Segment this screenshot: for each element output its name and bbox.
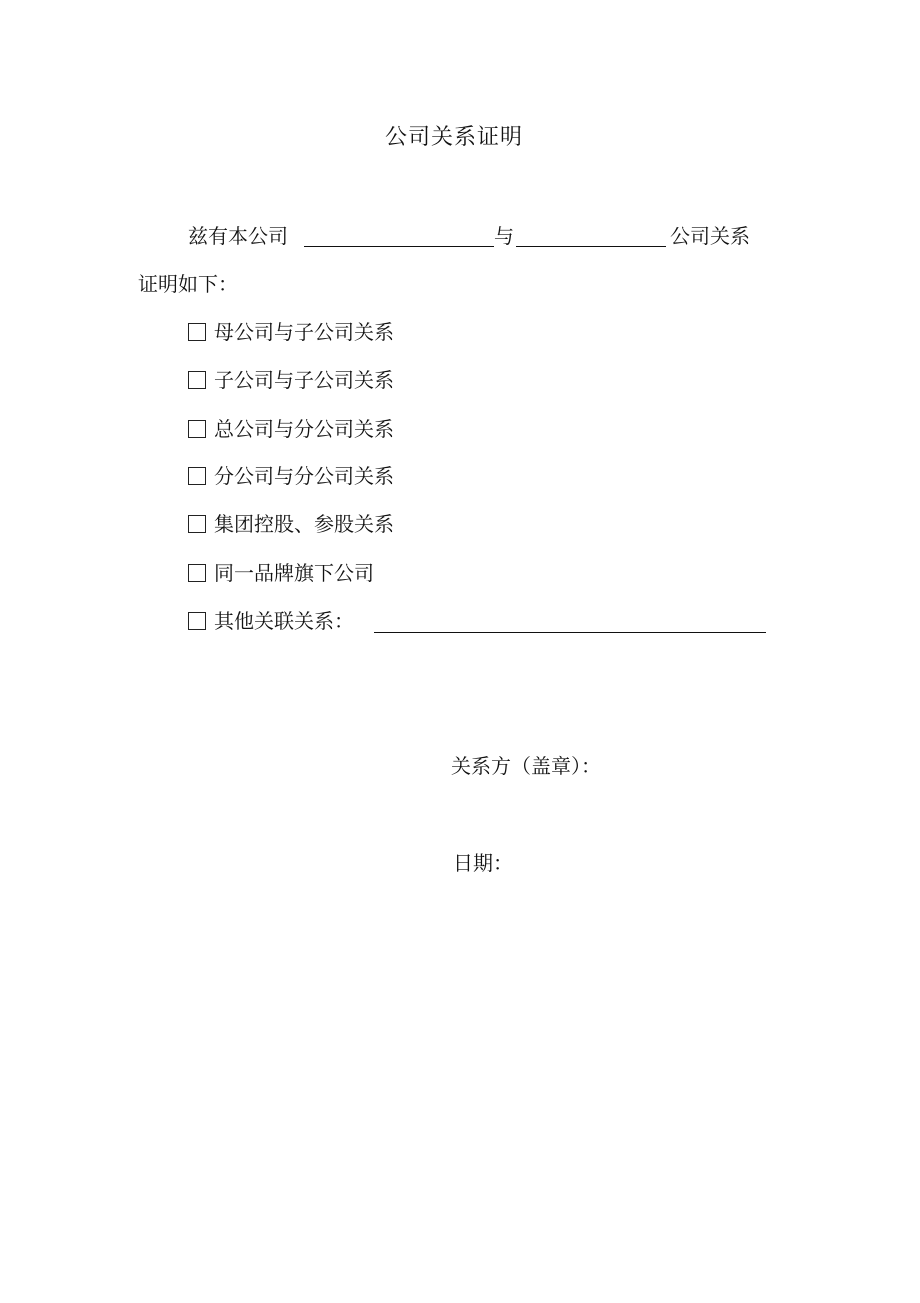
- checkbox[interactable]: [188, 612, 206, 630]
- intro-text-1: 兹有本公司: [188, 224, 288, 248]
- intro-text-3: 公司关系: [670, 224, 750, 248]
- option-label: 总公司与分公司关系: [214, 417, 394, 441]
- checkbox[interactable]: [188, 323, 206, 341]
- checkbox[interactable]: [188, 467, 206, 485]
- option-other[interactable]: [188, 607, 766, 635]
- intro-text-2: 与: [494, 224, 514, 248]
- checkbox[interactable]: [188, 420, 206, 438]
- other-relation-blank[interactable]: [374, 610, 766, 633]
- option-label: 母公司与子公司关系: [214, 320, 394, 344]
- related-company-blank[interactable]: [516, 224, 666, 247]
- document-title: 公司关系证明: [384, 125, 523, 150]
- option-label: 子公司与子公司关系: [214, 368, 394, 392]
- checkbox[interactable]: [188, 371, 206, 389]
- option-same-brand[interactable]: [188, 559, 374, 587]
- checkbox[interactable]: [188, 515, 206, 533]
- intro-text-4: 证明如下：: [138, 272, 238, 296]
- option-subsidiary-subsidiary[interactable]: [188, 366, 394, 394]
- checkbox[interactable]: [188, 564, 206, 582]
- company-name-blank[interactable]: [304, 224, 494, 247]
- intro-line-1: [188, 222, 750, 250]
- intro-line-2: [138, 270, 238, 298]
- option-branch-branch[interactable]: [188, 462, 394, 490]
- option-head-branch[interactable]: [188, 415, 394, 443]
- option-label: 分公司与分公司关系: [214, 464, 394, 488]
- signature-label: 关系方（盖章）：: [451, 754, 601, 778]
- option-label: 同一品牌旗下公司: [214, 561, 374, 585]
- option-label: 其他关联关系：: [214, 609, 354, 633]
- option-label: 集团控股、参股关系: [214, 512, 394, 536]
- option-group-holding[interactable]: [188, 510, 394, 538]
- date-label: 日期：: [453, 851, 513, 875]
- option-parent-subsidiary[interactable]: [188, 318, 394, 346]
